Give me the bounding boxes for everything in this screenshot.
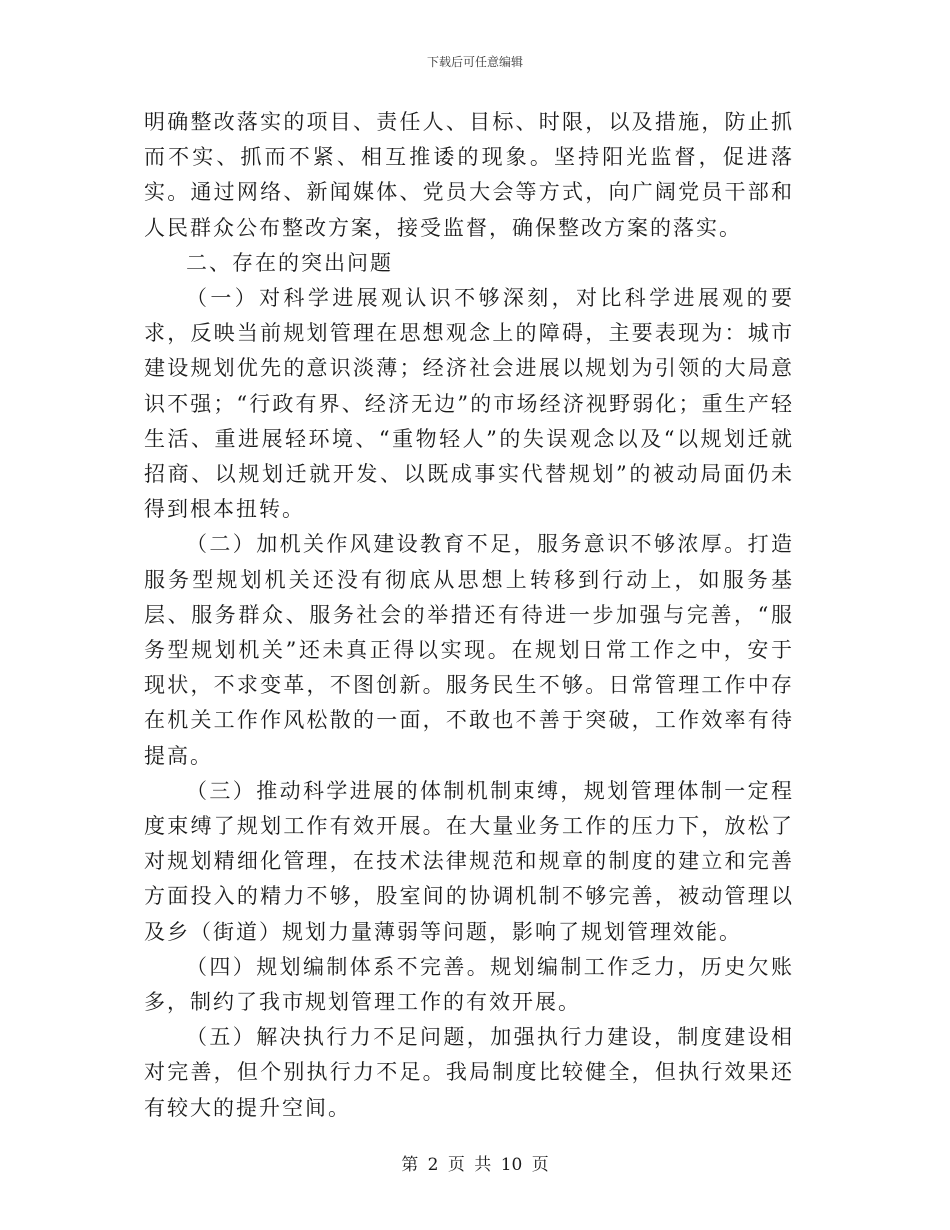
- page-header: 下载后可任意编辑: [426, 55, 523, 69]
- paragraph-item-1: （一）对科学进展观认识不够深刻，对比科学进展观的要求，反映当前规划管理在思想观念上的障碍，主要表现为：城市建设规划优先的意识淡薄；经济社会进展以规划为引领的大局意识不强；“行政有界、经济无边”的市场经济视野弱化；重生产轻生活、重进展轻环境、“重物轻人”的失误观念以及“以规划迁就招商、以规划迁就开发、以既成事实代替规划”的被动局面仍未得到根本扭转。: [144, 286, 794, 522]
- paragraph-item-2: （二）加机关作风建设教育不足，服务意识不够浓厚。打造服务型规划机关还没有彻底从思想上转移到行动上，如服务基层、服务群众、服务社会的举措还有待进一步加强与完善，“服务型规划机关”还未真正得以实现。在规划日常工作之中，安于现状，不求变革，不图创新。服务民生不够。日常管理工作中存在机关工作作风松散的一面，不敢也不善于突破，工作效率有待提高。: [144, 532, 794, 768]
- paragraph-item-3: （三）推动科学进展的体制机制束缚，规划管理体制一定程度束缚了规划工作有效开展。在大量业务工作的压力下，放松了对规划精细化管理，在技术法律规范和规章的制度的建立和完善方面投入的精力不够，股室间的协调机制不够完善，被动管理以及乡（街道）规划力量薄弱等问题，影响了规划管理效能。: [144, 778, 794, 944]
- section-heading: 二、存在的突出问题: [186, 250, 393, 275]
- page-footer: 第 2 页 共 10 页: [401, 1155, 549, 1175]
- paragraph-continuation: 明确整改落实的项目、责任人、目标、时限，以及措施，防止抓而不实、抓而不紧、相互推诿的现象。坚持阳光监督，促进落实。通过网络、新闻媒体、党员大会等方式，向广阔党员干部和人民群众公布整改方案，接受监督，确保整改方案的落实。: [144, 110, 794, 240]
- document-body: [144, 105, 794, 1126]
- paragraph-item-4: （四）规划编制体系不完善。规划编制工作乏力，历史欠账多，制约了我市规划管理工作的有效开展。: [144, 954, 794, 1015]
- paragraph-item-5: （五）解决执行力不足问题，加强执行力建设，制度建设相对完善，但个别执行力不足。我局制度比较健全，但执行效果还有较大的提升空间。: [144, 1025, 794, 1120]
